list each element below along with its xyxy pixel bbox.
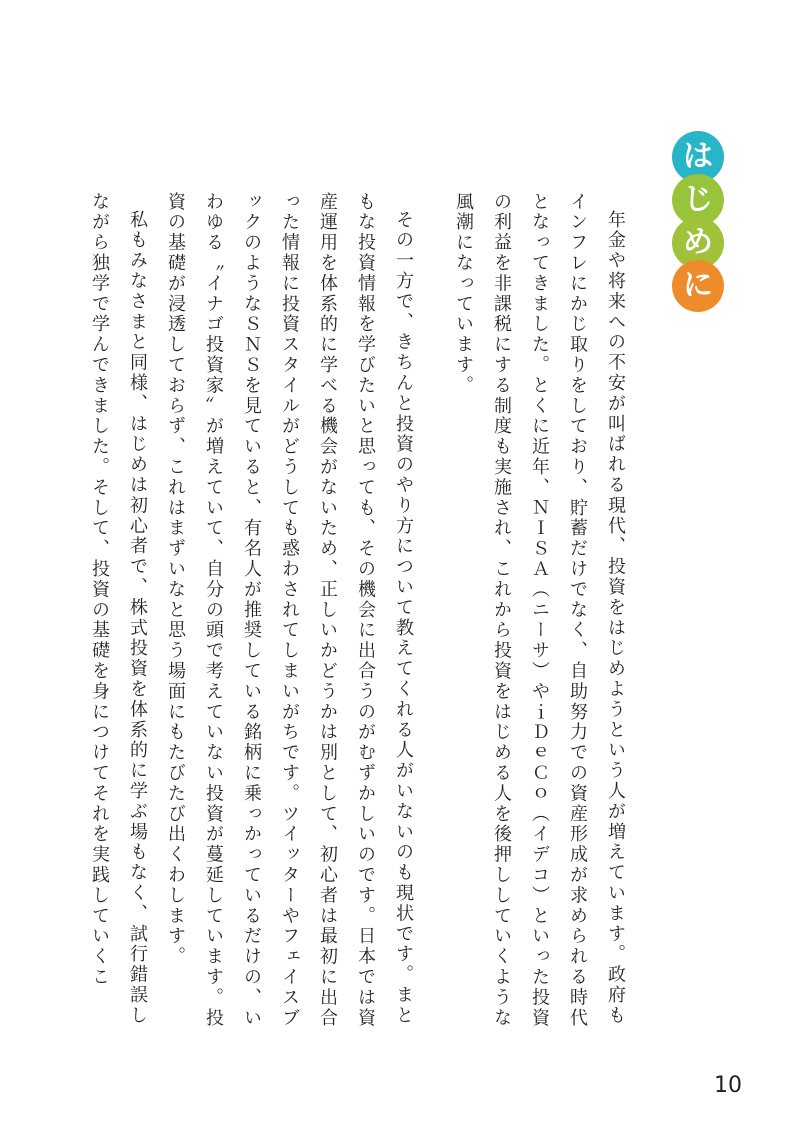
paragraph-1: 年金や将来への不安が叫ばれる現代、投資をはじめようという人が増えています。政府もインフレにかじ取りをしており、貯蓄だけでなく、自助努力での資産形成が求められる時代となってきました。とくに近年、ＮＩＳＡ（ニーサ）やｉＤｅＣｏ（イデコ）といった投資の利益を非課税にする制度も実施され、これから投資をはじめる人を後押ししていくような風潮になっています。 (453, 192, 626, 1029)
paragraph-3: 私もみなさまと同様、はじめは初心者で、株式投資を体系的に学ぶ場もなく、試行錯誤しながら独学で学んできました。そして、投資の基礎を身につけてそれを実践していくこ (89, 192, 148, 1026)
paragraph-2: その一方で、きちんと投資のやり方について教えてくれる人がいないのも現状です。まともな投資情報を学びたいと思っても、その機会に出合うのがむずかしいのです。日本では資産運用を体系的に学べる機会がないため、正しいかどうかは別として、初心者は最初に出合った情報に投資スタイルがどうしても惑わされてしまいがちです。ツイッターやフェイスブックのようなＳＮＳを見ていると、有名人が推奨している銘柄に乗っかっているだけの、いわゆる〝イナゴ投資家〟が増えていて、自分の頭で考えていない投資が蔓延しています。投資の基礎が浸透しておらず、これはまずいなと思う場面にもたびたび出くわします。 (165, 192, 414, 1029)
title-char: め (683, 225, 713, 260)
title-char: は (683, 139, 713, 174)
title-badge-ni (672, 260, 724, 312)
title-char: じ (683, 182, 713, 217)
page-number: 10 (714, 1073, 742, 1098)
section-title (672, 131, 726, 311)
body-text (89, 192, 656, 1032)
title-char: に (683, 268, 713, 303)
